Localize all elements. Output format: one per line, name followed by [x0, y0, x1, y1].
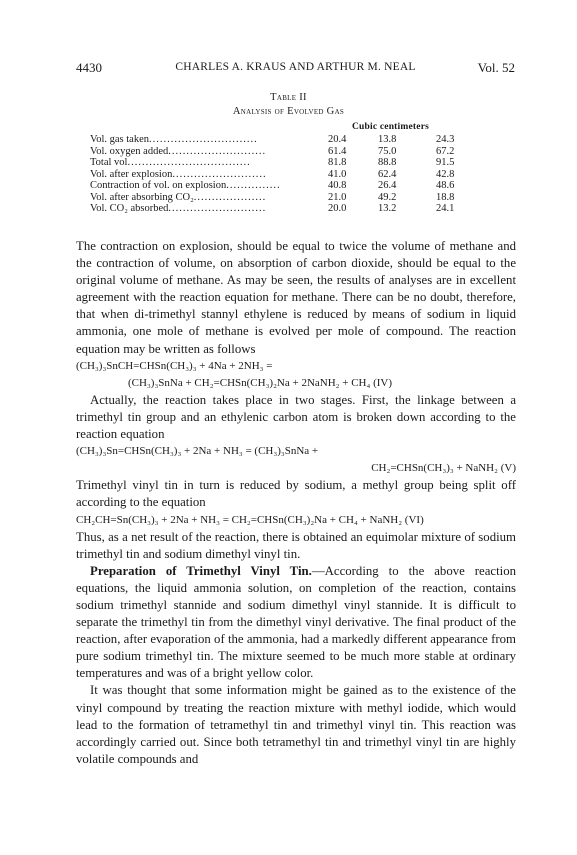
table-cell: 61.4 — [328, 145, 347, 157]
row-label — [90, 134, 328, 146]
table-cell: 88.8 — [378, 157, 397, 168]
table-cell: 91.5 — [436, 157, 455, 168]
row-leader-dots: ........................... — [168, 203, 267, 214]
row-leader-dots: .......................... — [172, 168, 267, 180]
table-cell: 67.2 — [436, 145, 455, 157]
row-label — [90, 203, 328, 215]
running-head-authors: CHARLES A. KRAUS AND ARTHUR M. NEAL — [175, 61, 416, 73]
table-cell: 49.2 — [378, 191, 397, 203]
equation-vi: CH₂CH=Sn(CH₃)₃ + 2Na + NH₃ = CH₂=CHSn(CH₃)₂Na + CH₄ + NaNH₂ (VI) — [76, 513, 424, 526]
table-units-header: Cubic centimeters — [352, 122, 430, 132]
table-cell: 24.1 — [436, 203, 455, 214]
row-leader-dots: .................... — [193, 191, 267, 203]
row-label — [90, 180, 328, 192]
row-label — [90, 169, 328, 181]
table-cell: 40.8 — [328, 180, 347, 191]
section-heading: Preparation of Trimethyl Vinyl Tin. — [90, 563, 312, 578]
row-label — [90, 157, 328, 169]
table-cell: 13.8 — [378, 134, 397, 145]
article-body — [76, 238, 516, 768]
table-cell: 13.2 — [378, 203, 397, 214]
equation-v-line2: CH₂=CHSn(CH₃)₃ + NaNH₂ (V) — [371, 462, 516, 475]
table-row — [90, 180, 486, 192]
table-row — [90, 146, 486, 158]
row-label-text: Vol. after absorbing CO₂ — [90, 191, 194, 203]
row-label-text: Vol. oxygen added — [90, 145, 169, 157]
row-label-text: Total vol — [90, 157, 128, 168]
paragraph — [76, 563, 516, 683]
table-row — [90, 134, 486, 146]
paragraph: Trimethyl vinyl tin in turn is reduced by sodium, a methyl group being split off according to the equation — [76, 478, 516, 510]
table-cell: 41.0 — [328, 168, 347, 180]
table-row — [90, 157, 486, 169]
row-leader-dots: .................................. — [127, 157, 251, 168]
equation-v-line1: (CH₃)₃Sn=CHSn(CH₃)₃ + 2Na + NH₃ = (CH₃)₃SnNa + — [76, 445, 319, 458]
table-cell: 20.0 — [328, 203, 347, 214]
table-cell: 20.4 — [328, 134, 347, 145]
paragraph: Actually, the reaction takes place in two stages. First, the linkage between a trimethyl tin group and an ethylenic carbon atom is broken down according to the reaction equation — [76, 392, 516, 442]
row-label-text: Vol. CO₂ absorbed — [90, 203, 169, 214]
table-caption: Analysis of Evolved Gas — [232, 106, 345, 117]
row-label-text: Contraction of vol. on explosion — [90, 180, 227, 191]
table-cell: 75.0 — [378, 145, 397, 157]
row-leader-dots: .............................. — [149, 134, 258, 145]
paragraph: Thus, as a net result of the reaction, there is obtained an equimolar mixture of sodium trimethyl tin and sodium dimethyl vinyl tin. — [76, 529, 516, 561]
table-cell: 62.4 — [378, 168, 397, 180]
equation-iv-line2: (CH₃)₃SnNa + CH₂=CHSn(CH₃)₂Na + 2NaNH₂ + CH₄ (IV) — [128, 376, 392, 389]
volume-label: Vol. 52 — [477, 60, 515, 75]
paragraph-text: —According to the above reaction equations, the liquid ammonia solution, on completion of the reaction, contains sodium trimethyl stannide and sodium dimethyl vinyl stannide. It is difficult to separate the trimethyl tin from the dimethyl vinyl derivative. The final product of the reaction, after evaporation of the ammonia, had a markedly different appearance from pure sodium trimethyl tin. The mixture seemed to be much more stable at ordinary temperatures and was of a bright yellow color. — [76, 563, 516, 681]
table-cell: 18.8 — [436, 191, 455, 203]
paragraph: The contraction on explosion, should be equal to twice the volume of methane and the contraction of volume, on absorption of carbon dioxide, should be equal to the original volume of methane. As may be seen, the results of analyses are in excellent agreement with the reaction equation for methane. There can be no doubt, therefore, that when di-trimethyl stannyl ethylene is reduced by means of sodium in liquid ammonia, one mole of methane is evolved per mole of compound. The reaction equation may be written as follows — [76, 239, 516, 356]
row-label — [90, 146, 328, 158]
table-cell: 24.3 — [436, 134, 455, 145]
table-row — [90, 169, 486, 181]
paragraph: It was thought that some information might be gained as to the existence of the vinyl compound by treating the reaction mixture with methyl iodide, which would lead to the formation of tetramethyl tin and trimethyl vinyl tin. This reaction was accordingly carried out. Since both tetramethyl tin and trimethyl vinyl tin are highly volatile compounds and — [76, 683, 516, 766]
gas-analysis-table — [90, 134, 486, 215]
row-label — [90, 192, 328, 204]
table-row — [90, 192, 486, 204]
equation-iv-line1: (CH₃)₃SnCH=CHSn(CH₃)₃ + 4Na + 2NH₃ = — [76, 359, 273, 372]
table-cell: 21.0 — [328, 191, 347, 203]
table-cell: 48.6 — [436, 180, 455, 191]
table-cell: 81.8 — [328, 157, 347, 168]
row-leader-dots: ........................... — [168, 145, 267, 157]
page-number: 4430 — [76, 60, 102, 75]
table-cell: 26.4 — [378, 180, 397, 191]
table-label: Table II — [270, 92, 307, 103]
table-cell: 42.8 — [436, 168, 455, 180]
row-leader-dots: ............... — [226, 180, 281, 191]
table-row — [90, 203, 486, 215]
row-label-text: Vol. after explosion — [90, 168, 173, 180]
row-label-text: Vol. gas taken — [90, 134, 150, 145]
running-head — [76, 60, 515, 76]
